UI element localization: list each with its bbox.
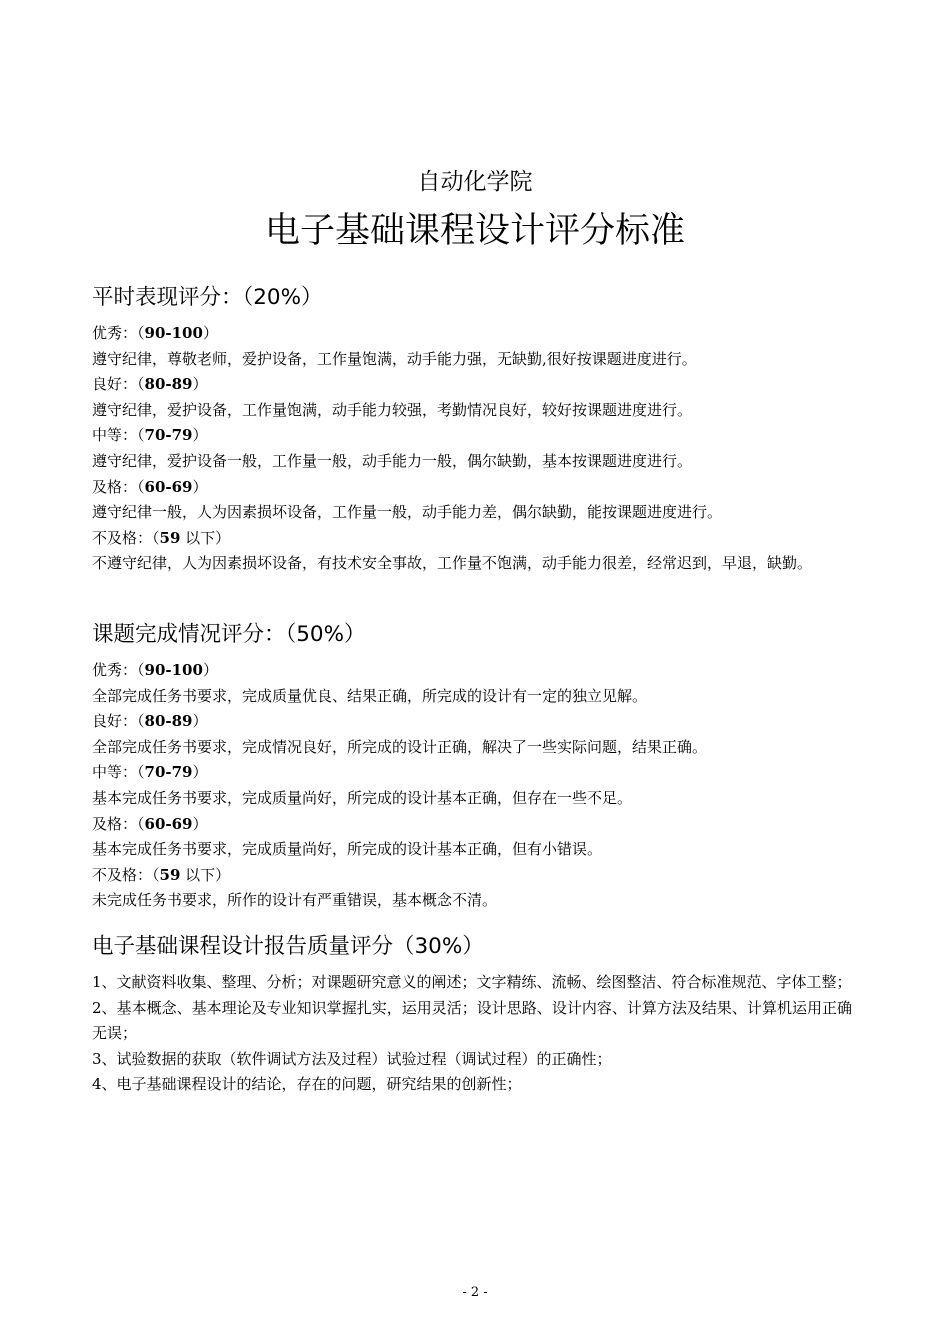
section-task-completion (92, 620, 852, 914)
criteria-item: 2、基本概念、基本理论及专业知识掌握扎实，运用灵活；设计思路、设计内容、计算方法及结果、计算机运用正确无误； (92, 998, 852, 1043)
section-daily-performance (92, 283, 852, 577)
grade-label: 中等：（70-79） (92, 763, 208, 782)
grade-label: 优秀：（90-100） (92, 324, 218, 342)
grade-description: 遵守纪律，爱护设备，工作量饱满，动手能力较强，考勤情况良好，较好按课题进度进行。 (92, 400, 693, 419)
grade-description: 遵守纪律一般，人为因素损坏设备，工作量一般，动手能力差，偶尔缺勤，能按课题进度进行。 (92, 503, 723, 522)
grade-label: 良好：（80-89） (92, 712, 208, 731)
criteria-item: 1、文献资料收集、整理、分析；对课题研究意义的阐述；文字精练、流畅、绘图整洁、符合标准规范、字体工整； (92, 973, 852, 991)
grade-label: 良好：（80-89） (92, 375, 208, 394)
criteria-item: 4、电子基础课程设计的结论，存在的问题，研究结果的创新性； (92, 1075, 522, 1094)
section-report-quality (92, 932, 852, 1098)
grade-label: 及格：（60-69） (92, 477, 208, 496)
grade-description: 未完成任务书要求，所作的设计有严重错误，基本概念不清。 (92, 891, 498, 910)
section-heading: 平时表现评分：（20%） (92, 285, 323, 310)
grade-description: 全部完成任务书要求，完成情况良好，所完成的设计正确，解决了一些实际问题，结果正确。 (92, 737, 708, 756)
section-heading: 课题完成情况评分：（50%） (92, 622, 366, 647)
grade-label: 及格：（60-69） (92, 814, 208, 833)
section-heading: 电子基础课程设计报告质量评分（30%） (92, 934, 484, 959)
grade-description: 基本完成任务书要求，完成质量尚好，所完成的设计基本正确，但存在一些不足。 (92, 788, 633, 807)
grade-description: 遵守纪律，尊敬老师，爱护设备，工作量饱满，动手能力强，无缺勤,很好按课题进度进行。 (92, 349, 697, 368)
grade-label: 中等：（70-79） (92, 426, 208, 445)
page-number: - 2 - (462, 1285, 488, 1300)
grade-description: 全部完成任务书要求，完成质量优良、结果正确，所完成的设计有一定的独立见解。 (92, 686, 648, 705)
grade-description: 遵守纪律，爱护设备一般，工作量一般，动手能力一般，偶尔缺勤，基本按课题进度进行。 (92, 451, 693, 470)
school-name: 自动化学院 (417, 169, 533, 195)
document-title: 电子基础课程设计评分标准 (264, 211, 685, 251)
grade-label: 不及格：（59 以下） (92, 528, 231, 547)
grade-description: 基本完成任务书要求，完成质量尚好，所完成的设计基本正确，但有小错误。 (92, 840, 603, 859)
grade-description: 不遵守纪律，人为因素损坏设备，有技术安全事故，工作量不饱满，动手能力很差，经常迟到，早退，缺勤。 (92, 554, 813, 573)
grade-label: 优秀：（90-100） (92, 661, 218, 679)
criteria-item: 3、试验数据的获取（软件调试方法及过程）试验过程（调试过程）的正确性； (92, 1049, 612, 1068)
grade-label: 不及格：（59 以下） (92, 865, 231, 884)
